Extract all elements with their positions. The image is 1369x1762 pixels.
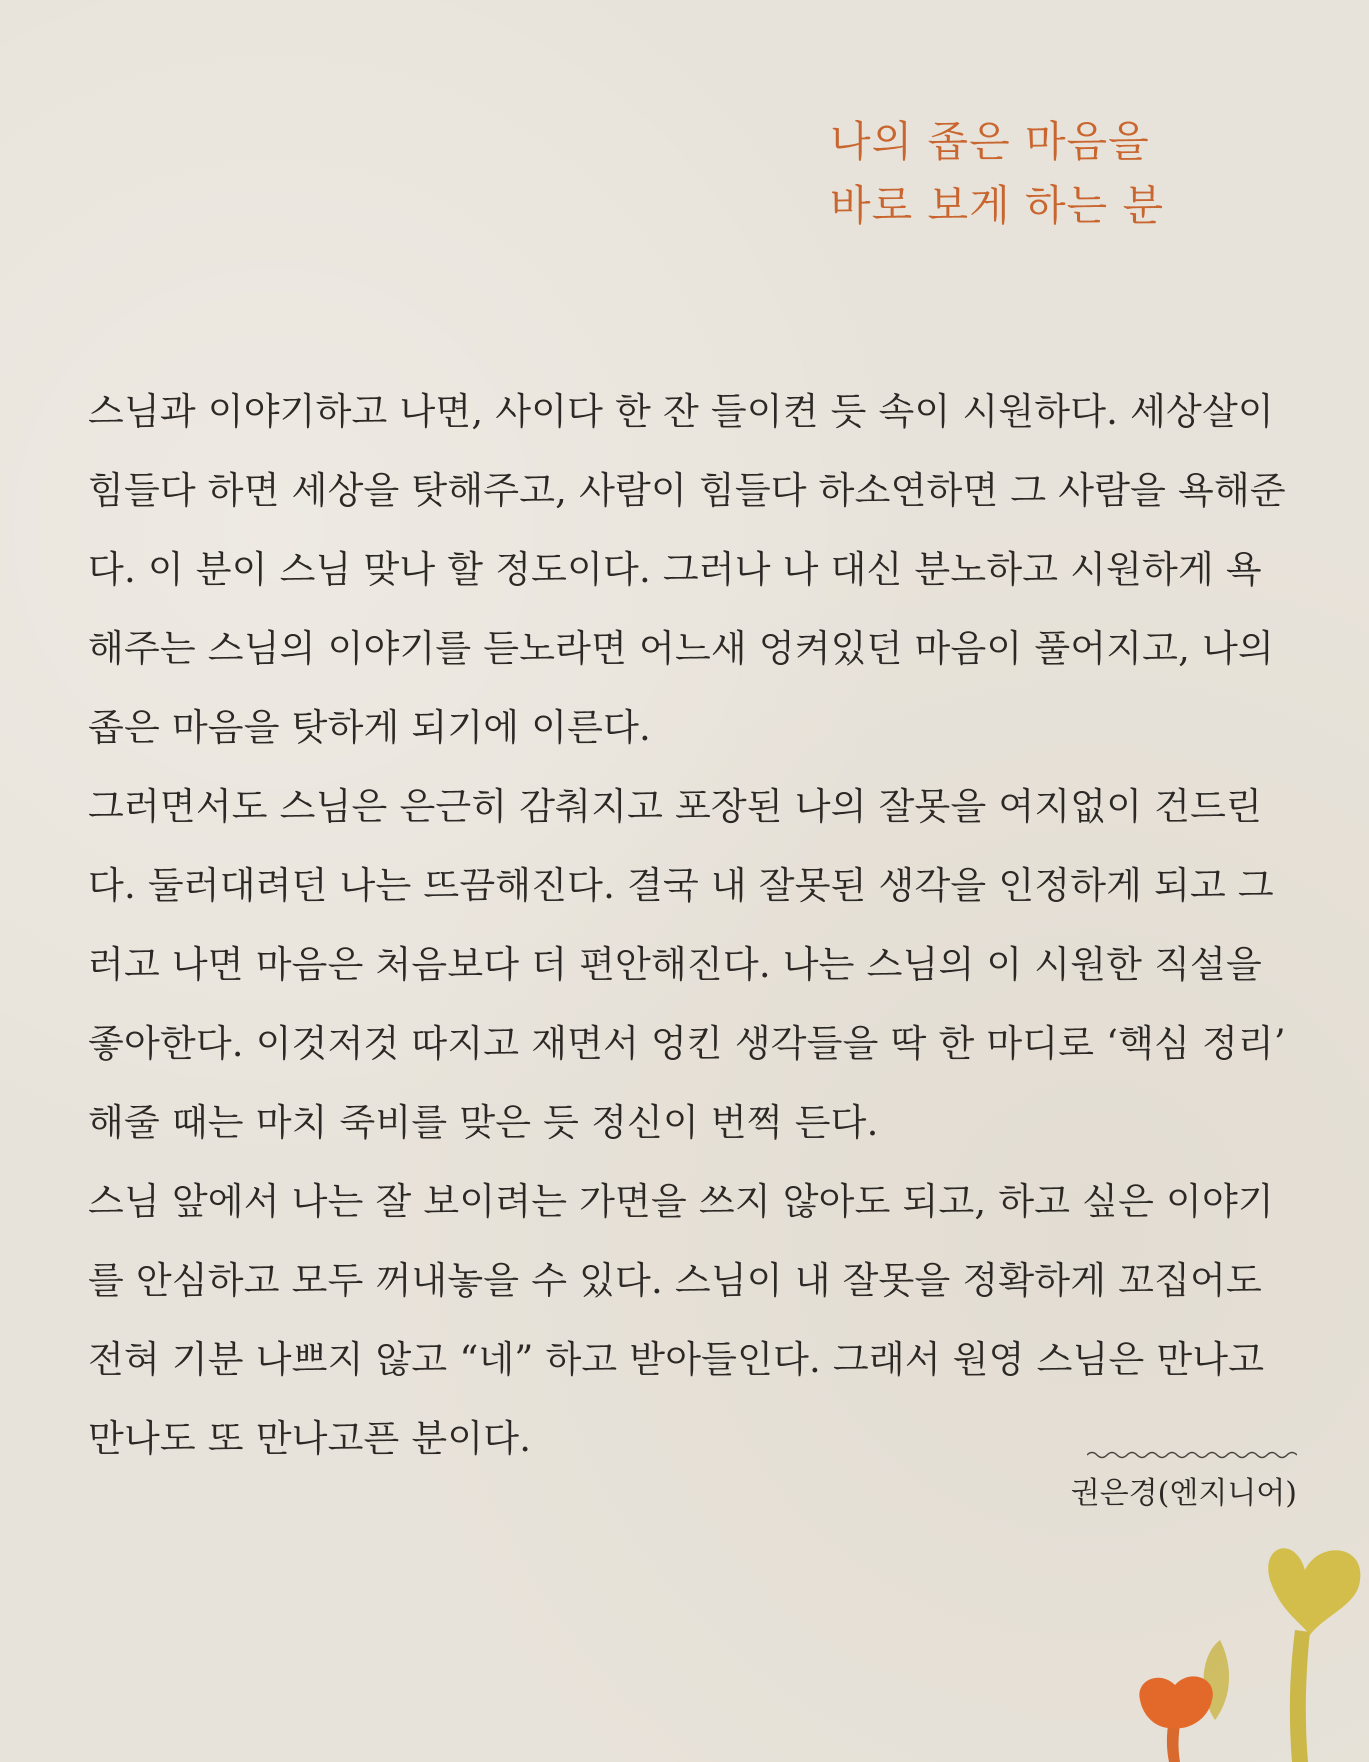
body-line: 해줄 때는 마치 죽비를 맞은 듯 정신이 번쩍 든다. [88,1101,879,1144]
body-line: 좋아한다. 이것저것 따지고 재면서 엉킨 생각들을 딱 한 마디로 ‘핵심 정리’ [88,1022,1286,1065]
title-line-2: 바로 보게 하는 분 [830,181,1165,230]
body-line: 를 안심하고 모두 꺼내놓을 수 있다. 스님이 내 잘못을 정확하게 꼬집어도 [88,1259,1262,1302]
title-line-1: 나의 좁은 마음을 [830,117,1150,166]
orange-flower-stem [1167,1725,1180,1762]
body-line: 다. 이 분이 스님 맞나 할 정도이다. 그러나 나 대신 분노하고 시원하게 욕 [88,548,1262,591]
body-line: 만나도 또 만나고픈 분이다. [88,1417,532,1460]
wavy-divider [1087,1450,1297,1460]
body-line: 러고 나면 마음은 처음보다 더 편안해진다. 나는 스님의 이 시원한 직설을 [88,943,1262,986]
author-name: 권은경(엔지니어) [1070,1476,1297,1511]
body-line: 전혀 기분 나쁘지 않고 “네” 하고 받아들인다. 그래서 원영 스님은 만나고 [88,1338,1265,1381]
body-line: 그러면서도 스님은 은근히 감춰지고 포장된 나의 잘못을 여지없이 건드린 [88,785,1262,828]
essay-body [88,372,1298,1478]
body-line: 좁은 마음을 탓하게 되기에 이른다. [88,706,651,749]
body-line: 힘들다 하면 세상을 탓해주고, 사람이 힘들다 하소연하면 그 사람을 욕해준 [88,469,1286,512]
flower-illustration [1120,1520,1369,1762]
yellow-flower-stem [1290,1630,1310,1762]
author-signature [1071,1450,1297,1512]
body-line: 스님 앞에서 나는 잘 보이려는 가면을 쓰지 않아도 되고, 하고 싶은 이야기 [88,1180,1274,1223]
yellow-flower-bloom [1268,1548,1360,1635]
body-line: 해주는 스님의 이야기를 듣노라면 어느새 엉켜있던 마음이 풀어지고, 나의 [88,627,1274,670]
body-line: 스님과 이야기하고 나면, 사이다 한 잔 들이켠 듯 속이 시원하다. 세상살이 [88,390,1274,433]
orange-flower-bloom [1139,1676,1212,1728]
essay-title [830,110,1250,238]
body-line: 다. 둘러대려던 나는 뜨끔해진다. 결국 내 잘못된 생각을 인정하게 되고 그 [88,864,1274,907]
